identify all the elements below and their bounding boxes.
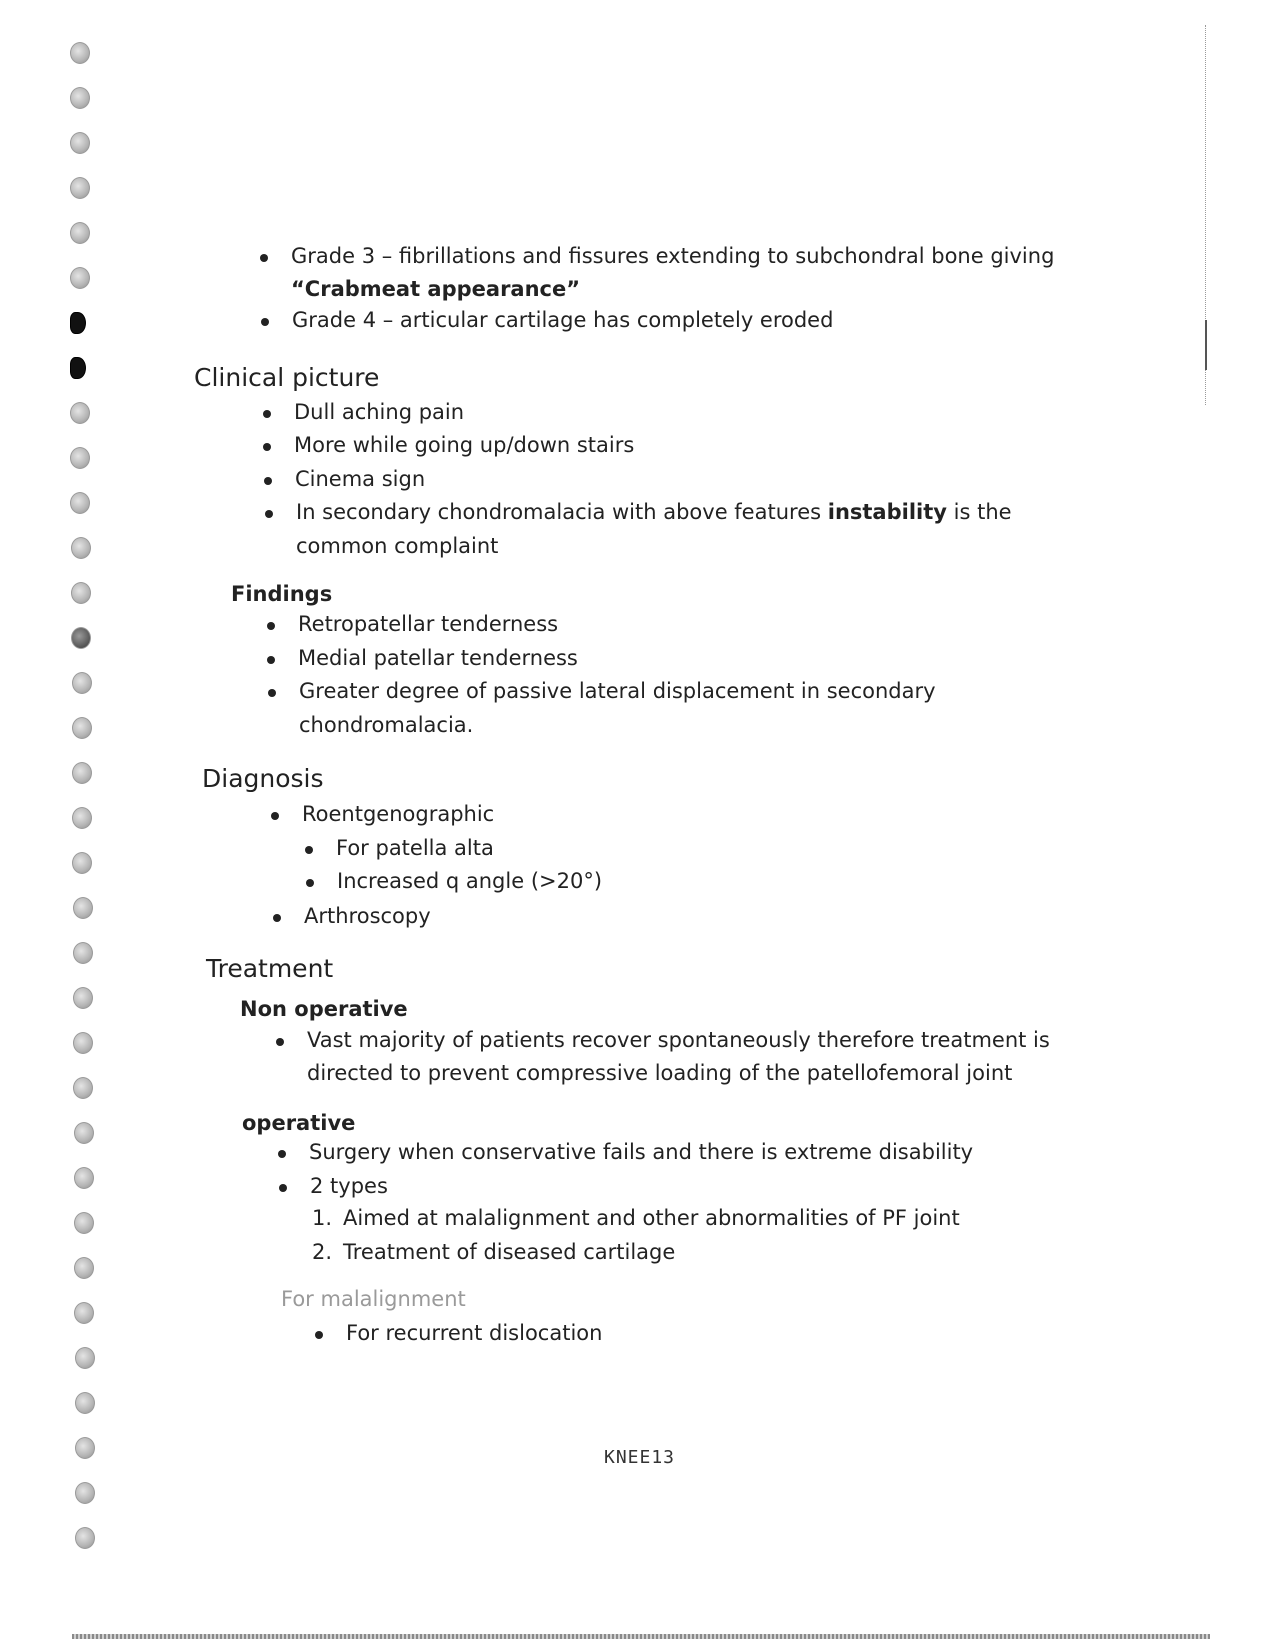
clinical-secondary-continued: common complaint: [296, 534, 499, 558]
bullet: [265, 510, 273, 518]
bullet: [315, 1331, 323, 1339]
scan-mark-right: [1205, 320, 1207, 370]
diagnosis-heading: Diagnosis: [202, 764, 324, 793]
bullet: [278, 1150, 286, 1158]
bullet: [267, 622, 275, 630]
clinical-item: Dull aching pain: [294, 400, 465, 424]
non-operative-item-continued: directed to prevent compressive loading of the patellofemoral joint: [307, 1061, 1013, 1085]
page-code: KNEE13: [604, 1447, 676, 1468]
bullet: [267, 656, 275, 664]
clinical-secondary: [296, 498, 1012, 526]
operative-number-1: 1.: [312, 1206, 333, 1230]
non-operative-heading: Non operative: [240, 997, 408, 1021]
operative-item: 2 types: [310, 1174, 388, 1198]
clinical-secondary-bold: instability: [827, 500, 947, 524]
findings-heading: Findings: [231, 582, 333, 606]
findings-item-continued: chondromalacia.: [299, 713, 474, 737]
findings-item: Medial patellar tenderness: [298, 646, 578, 670]
operative-numbered-item: Aimed at malalignment and other abnormalities of PF joint: [343, 1206, 960, 1230]
bullet: [260, 254, 268, 262]
bullet: [261, 318, 269, 326]
bullet: [263, 443, 271, 451]
diagnosis-arthroscopy: Arthroscopy: [304, 904, 431, 928]
bullet: [306, 879, 314, 887]
operative-numbered-item: Treatment of diseased cartilage: [343, 1240, 676, 1264]
scan-edge-bottom: [72, 1634, 1210, 1639]
diagnosis-sub-item: For patella alta: [336, 836, 494, 860]
clinical-picture-heading: Clinical picture: [194, 363, 380, 392]
operative-number-2: 2.: [312, 1240, 333, 1264]
binding-holes: [70, 36, 100, 1636]
operative-item: Surgery when conservative fails and there is extreme disability: [309, 1140, 974, 1164]
bullet: [305, 846, 313, 854]
findings-item: Greater degree of passive lateral displacement in secondary: [299, 679, 936, 703]
bullet: [263, 410, 271, 418]
grade4-text: Grade 4 – articular cartilage has completely eroded: [292, 308, 834, 332]
bullet: [276, 1038, 284, 1046]
bullet: [268, 689, 276, 697]
bullet: [271, 812, 279, 820]
clinical-secondary-suffix: is the: [953, 500, 1012, 524]
clinical-item: Cinema sign: [295, 467, 426, 491]
findings-item: Retropatellar tenderness: [298, 612, 559, 636]
operative-heading: operative: [242, 1111, 356, 1135]
bullet: [279, 1184, 287, 1192]
bullet: [273, 914, 281, 922]
clinical-item: More while going up/down stairs: [294, 433, 635, 457]
grade3-crabmeat: “Crabmeat appearance”: [291, 277, 581, 301]
diagnosis-sub-item: Increased q angle (>20°): [337, 869, 603, 893]
diagnosis-roentgen: Roentgenographic: [302, 802, 495, 826]
clinical-secondary-prefix: In secondary chondromalacia with above features: [296, 500, 822, 524]
malalignment-heading: For malalignment: [281, 1287, 466, 1311]
treatment-heading: Treatment: [206, 954, 334, 983]
non-operative-item: Vast majority of patients recover spontaneously therefore treatment is: [307, 1028, 1050, 1052]
bullet: [264, 477, 272, 485]
malalignment-item: For recurrent dislocation: [346, 1321, 603, 1345]
grade3-text: Grade 3 – fibrillations and fissures extending to subchondral bone giving: [291, 244, 1055, 268]
